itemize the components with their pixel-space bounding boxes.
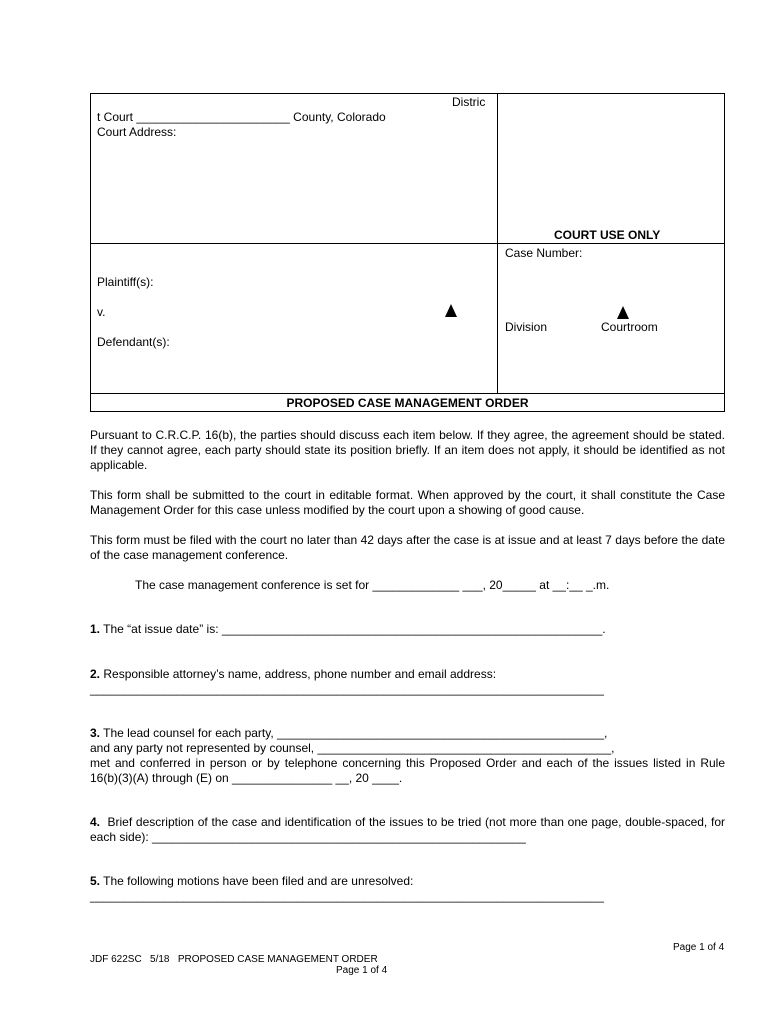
plaintiffs-label: Plaintiff(s): [97, 275, 154, 289]
courtroom-label: Courtroom [601, 320, 658, 334]
defendants-label: Defendant(s): [97, 335, 170, 349]
item-2-text: Responsible attorney’s name, address, phone number and email address: [103, 667, 497, 681]
conference-line: The case management conference is set for _____________ ___, 20_____ at __:__ _.m. [135, 578, 610, 592]
caption-box [90, 93, 725, 412]
item-1-text: The “at issue date” is: _________________________________________________________. [103, 622, 606, 636]
item-5 [90, 874, 413, 888]
item-4 [90, 815, 725, 845]
court-use-only-label: COURT USE ONLY [554, 228, 661, 242]
court-address-label: Court Address: [97, 125, 177, 139]
item-2-blank-line: _____________________________________________________________________________ [90, 682, 604, 696]
item-5-text: The following motions have been filed and are unresolved: [103, 874, 414, 888]
item-3 [90, 726, 607, 740]
intro-paragraph-2: This form shall be submitted to the court in editable format. When approved by the court, it shall constitute the Case Management Order for this case unless modified by the court upon a showing of good cause. [90, 488, 725, 517]
district-text-part1: Distric [452, 95, 486, 109]
page-number-right: Page 1 of 4 [673, 942, 725, 953]
form-title: PROPOSED CASE MANAGEMENT ORDER [286, 396, 529, 410]
triangle-icon [445, 304, 457, 317]
item-3-line-1: The lead counsel for each party, _________________________________________________, [103, 726, 608, 740]
triangle-icon [617, 306, 629, 319]
item-1 [90, 622, 606, 636]
item-5-blank-line: _____________________________________________________________________________ [90, 889, 604, 903]
item-5-number: 5. [90, 874, 101, 888]
item-3-line-3: met and conferred in person or by telephone concerning this Proposed Order and each of the issues listed in Rule 16(b)(3)(A) through (E) on _______________ __, 20 ____. [90, 756, 725, 785]
caption-horizontal-divider-2 [90, 393, 725, 394]
item-4-number: 4. [90, 815, 101, 829]
item-1-number: 1. [90, 622, 101, 636]
form-id: JDF 622SC 5/18 PROPOSED CASE MANAGEMENT ORDER [90, 954, 378, 965]
district-text-part2: t Court _______________________ County, Colorado [97, 110, 386, 124]
item-3-number: 3. [90, 726, 101, 740]
intro-paragraph-1: Pursuant to C.R.C.P. 16(b), the parties should discuss each item below. If they agree, the agreement should be stated. If they cannot agree, each party should state its position briefly. If an item does not apply, it should be identified as not applicable. [90, 428, 725, 472]
item-4-text: Brief description of the case and identification of the issues to be tried (not more than one page, double-spaced, for each side): ________________________________________________________ [90, 815, 725, 844]
item-3-line-2: and any party not represented by counsel, ____________________________________________, [90, 741, 615, 755]
item-2 [90, 667, 496, 681]
versus-label: v. [97, 305, 106, 319]
intro-paragraph-3: This form must be filed with the court no later than 42 days after the case is at issue and at least 7 days before the date of the case management conference. [90, 533, 725, 562]
caption-horizontal-divider-1 [90, 243, 725, 244]
page-number-center: Page 1 of 4 [336, 965, 388, 976]
item-2-number: 2. [90, 667, 101, 681]
case-number-label: Case Number: [505, 246, 583, 260]
division-label: Division [505, 320, 548, 334]
